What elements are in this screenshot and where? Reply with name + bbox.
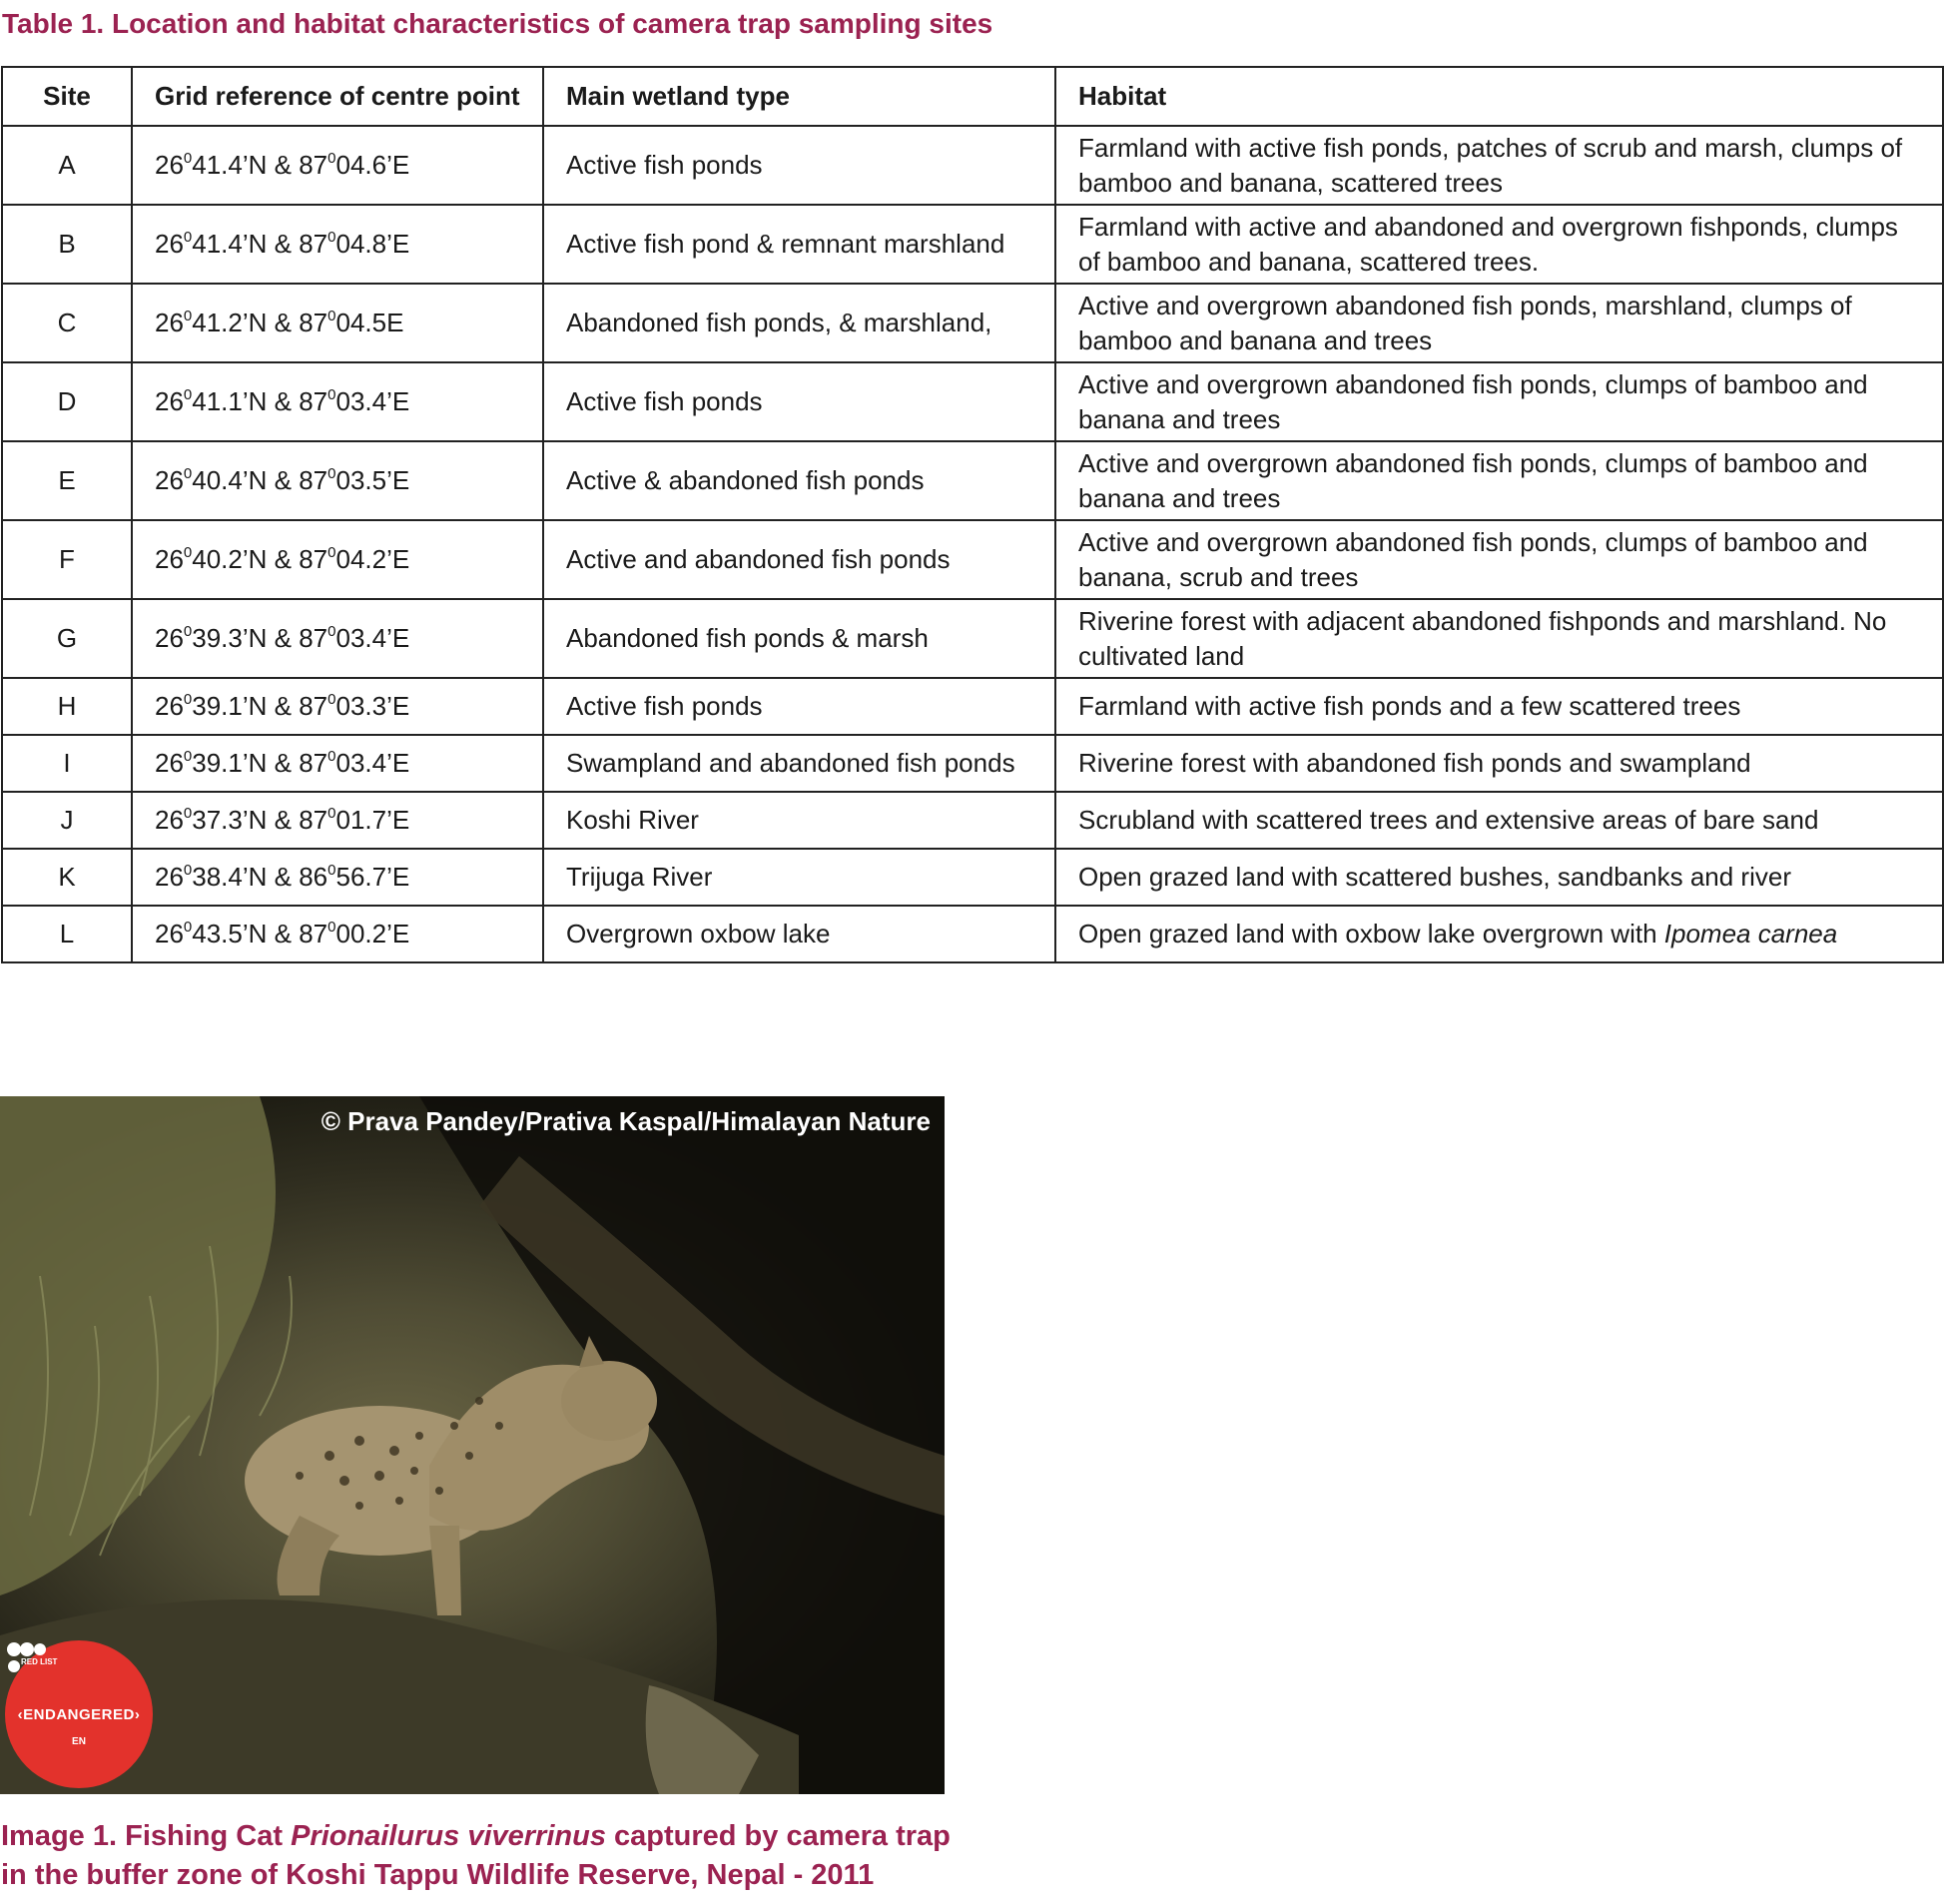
cell-site: K	[2, 849, 132, 906]
sampling-sites-table	[1, 66, 1944, 963]
cell-grid-reference: $26^037.3’N$ & $87^001.7’E$	[132, 792, 543, 849]
cell-wetland-type: Trijuga River	[543, 849, 1055, 906]
table-row	[2, 284, 1943, 362]
cell-grid-reference: $26^038.4’N$ & $86^056.7’E$	[132, 849, 543, 906]
table-row	[2, 205, 1943, 284]
cell-site: B	[2, 205, 132, 284]
caption-species: Prionailurus viverrinus	[291, 1820, 606, 1852]
cell-site: G	[2, 599, 132, 678]
cell-site: A	[2, 126, 132, 205]
cell-site: C	[2, 284, 132, 362]
image-caption	[1, 1817, 960, 1895]
table-row	[2, 362, 1943, 441]
cell-wetland-type: Swampland and abandoned fish ponds	[543, 735, 1055, 792]
badge-status-label: ‹ENDANGERED›	[17, 1706, 141, 1723]
cell-site: E	[2, 441, 132, 520]
cell-site: L	[2, 906, 132, 962]
cell-wetland-type: Abandoned fish ponds & marsh	[543, 599, 1055, 678]
cell-grid-reference: $26^041.4’N$ & $87^004.6’E$	[132, 126, 543, 205]
cell-habitat: Open grazed land with scattered bushes, sandbanks and river	[1055, 849, 1943, 906]
fishing-cat-figure	[245, 1336, 657, 1615]
table-header-row	[2, 67, 1943, 126]
cell-wetland-type: Overgrown oxbow lake	[543, 906, 1055, 962]
cell-wetland-type: Active fish ponds	[543, 126, 1055, 205]
cell-habitat: Active and overgrown abandoned fish ponds, clumps of bamboo and banana and trees	[1055, 362, 1943, 441]
cell-grid-reference: $26^041.2’N$ & $87^004.5E$	[132, 284, 543, 362]
cell-grid-reference: $26^041.4’N$ & $87^004.8’E$	[132, 205, 543, 284]
cell-habitat: Open grazed land with oxbow lake overgrown with Ipomea carnea	[1055, 906, 1943, 962]
cell-grid-reference: $26^039.3’N$ & $87^003.4’E$	[132, 599, 543, 678]
header-habitat: Habitat	[1055, 67, 1943, 126]
header-site: Site	[2, 67, 132, 126]
cell-site: I	[2, 735, 132, 792]
endangered-badge	[5, 1640, 153, 1788]
header-wetland-type: Main wetland type	[543, 67, 1055, 126]
table-row	[2, 735, 1943, 792]
cell-grid-reference: $26^039.1’N$ & $87^003.3’E$	[132, 678, 543, 735]
table-body	[2, 126, 1943, 962]
caption-prefix: Image 1. Fishing Cat	[1, 1820, 292, 1852]
table-row	[2, 678, 1943, 735]
cell-habitat: Riverine forest with abandoned fish ponds and swampland	[1055, 735, 1943, 792]
cell-site: H	[2, 678, 132, 735]
cell-wetland-type: Abandoned fish ponds, & marshland,	[543, 284, 1055, 362]
cell-habitat: Farmland with active and abandoned and overgrown fishponds, clumps of bamboo and banana, scattered trees.	[1055, 205, 1943, 284]
cell-habitat: Active and overgrown abandoned fish ponds, clumps of bamboo and banana, scrub and trees	[1055, 520, 1943, 599]
table-title: Table 1. Location and habitat characteristics of camera trap sampling sites	[2, 8, 993, 39]
cell-wetland-type: Active fish pond & remnant marshland	[543, 205, 1055, 284]
header-grid-reference: Grid reference of centre point	[132, 67, 543, 126]
caption-suffix: captured by camera trap in the buffer zone of Koshi Tappu Wildlife Reserve, Nepal - 2011	[1, 1820, 951, 1891]
badge-status-code: EN	[72, 1736, 86, 1747]
table-row	[2, 126, 1943, 205]
cell-wetland-type: Active and abandoned fish ponds	[543, 520, 1055, 599]
badge-logo-text-red: RED LIST	[21, 1657, 58, 1666]
cell-habitat: Active and overgrown abandoned fish ponds, clumps of bamboo and banana and trees	[1055, 441, 1943, 520]
photo-credit: © Prava Pandey/Prativa Kaspal/Himalayan Nature	[321, 1106, 931, 1136]
cell-wetland-type: Active fish ponds	[543, 678, 1055, 735]
cell-grid-reference: $26^041.1’N$ & $87^003.4’E$	[132, 362, 543, 441]
table-row	[2, 906, 1943, 962]
cell-habitat: Scrubland with scattered trees and extensive areas of bare sand	[1055, 792, 1943, 849]
cell-habitat: Farmland with active fish ponds, patches of scrub and marsh, clumps of bamboo and banana, scattered trees	[1055, 126, 1943, 205]
table-row	[2, 792, 1943, 849]
cell-habitat: Farmland with active fish ponds and a few scattered trees	[1055, 678, 1943, 735]
cell-grid-reference: $26^043.5’N$ & $87^000.2’E$	[132, 906, 543, 962]
cell-wetland-type: Active & abandoned fish ponds	[543, 441, 1055, 520]
cell-site: J	[2, 792, 132, 849]
cell-grid-reference: $26^040.4’N$ & $87^003.5’E$	[132, 441, 543, 520]
cell-grid-reference: $26^039.1’N$ & $87^003.4’E$	[132, 735, 543, 792]
cell-habitat: Riverine forest with adjacent abandoned fishponds and marshland. No cultivated land	[1055, 599, 1943, 678]
table-row	[2, 520, 1943, 599]
red-list-logo-icon	[5, 1640, 58, 1678]
cell-wetland-type: Koshi River	[543, 792, 1055, 849]
cell-site: F	[2, 520, 132, 599]
cell-habitat: Active and overgrown abandoned fish ponds, marshland, clumps of bamboo and banana and trees	[1055, 284, 1943, 362]
cell-site: D	[2, 362, 132, 441]
table-row	[2, 849, 1943, 906]
table-row	[2, 441, 1943, 520]
table-row	[2, 599, 1943, 678]
cell-wetland-type: Active fish ponds	[543, 362, 1055, 441]
cell-grid-reference: $26^040.2’N$ & $87^004.2’E$	[132, 520, 543, 599]
fishing-cat-photo	[0, 1096, 945, 1794]
